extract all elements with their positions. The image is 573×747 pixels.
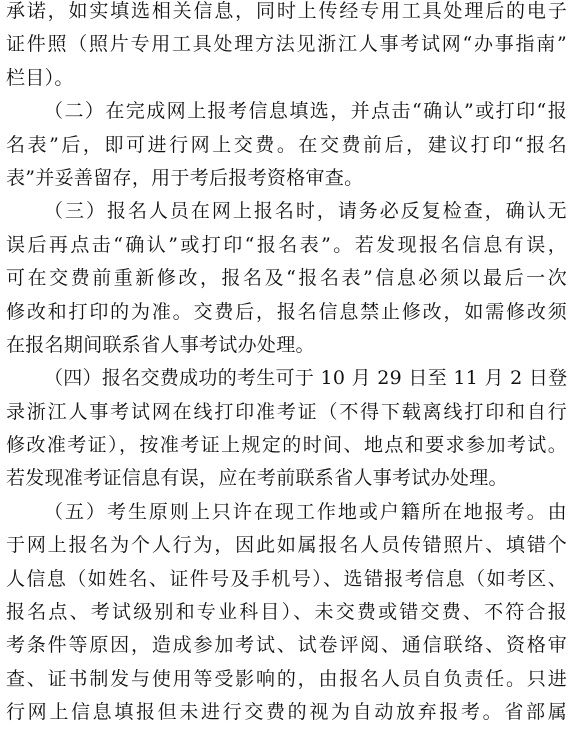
- text-line: 于网上报名为个人行为，因此如属报名人员传错照片、填错个: [6, 534, 567, 557]
- text-line: 若发现准考证信息有误，应在考前联系省人事考试办处理。: [6, 467, 508, 490]
- text-line: 修改准考证），按准考证上规定的时间、地点和要求参加考试。: [6, 434, 567, 457]
- text-line: 证件照（照片专用工具处理方法见浙江人事考试网“办事指南”: [6, 33, 567, 56]
- text-line: （五）考生原则上只许在现工作地或户籍所在地报考。由: [44, 500, 567, 523]
- text-line: 报名点、考试级别和专业科目）、未交费或错交费、不符合报: [6, 601, 567, 624]
- text-line: （三）报名人员在网上报名时，请务必反复检查，确认无: [44, 200, 567, 223]
- text-line: 表”并妥善留存，用于考后报考资格审查。: [6, 166, 364, 189]
- text-line: 可在交费前重新修改，报名及“报名表”信息必须以最后一次: [6, 267, 567, 290]
- text-line: 行网上信息填报但未进行交费的视为自动放弃报考。省部属: [6, 701, 567, 724]
- text-line: 名表”后，即可进行网上交费。在交费前后，建议打印“报名: [6, 133, 567, 156]
- text-line: 查、证书制发与使用等受影响的，由报名人员自负责任。只进: [6, 667, 567, 690]
- text-line: 人信息（如姓名、证件号及手机号）、选错报考信息（如考区、: [6, 567, 567, 590]
- text-line: （四）报名交费成功的考生可于 10 月 29 日至 11 月 2 日登: [44, 367, 567, 390]
- text-line: 考条件等原因，造成参加考试、试卷评阅、通信联络、资格审: [6, 634, 567, 657]
- text-line: 录浙江人事考试网在线打印准考证（不得下载离线打印和自行: [6, 400, 567, 423]
- text-line: 承诺，如实填选相关信息，同时上传经专用工具处理后的电子: [6, 0, 567, 22]
- text-line: 修改和打印的为准。交费后，报名信息禁止修改，如需修改须: [6, 300, 567, 323]
- text-line: 在报名期间联系省人事考试办处理。: [6, 333, 315, 356]
- text-line: 误后再点击“确认”或打印“报名表”。若发现报名信息有误，: [6, 233, 567, 256]
- text-line: 栏目）。: [6, 66, 74, 89]
- text-line: （二）在完成网上报考信息填选，并点击“确认”或打印“报: [44, 100, 567, 123]
